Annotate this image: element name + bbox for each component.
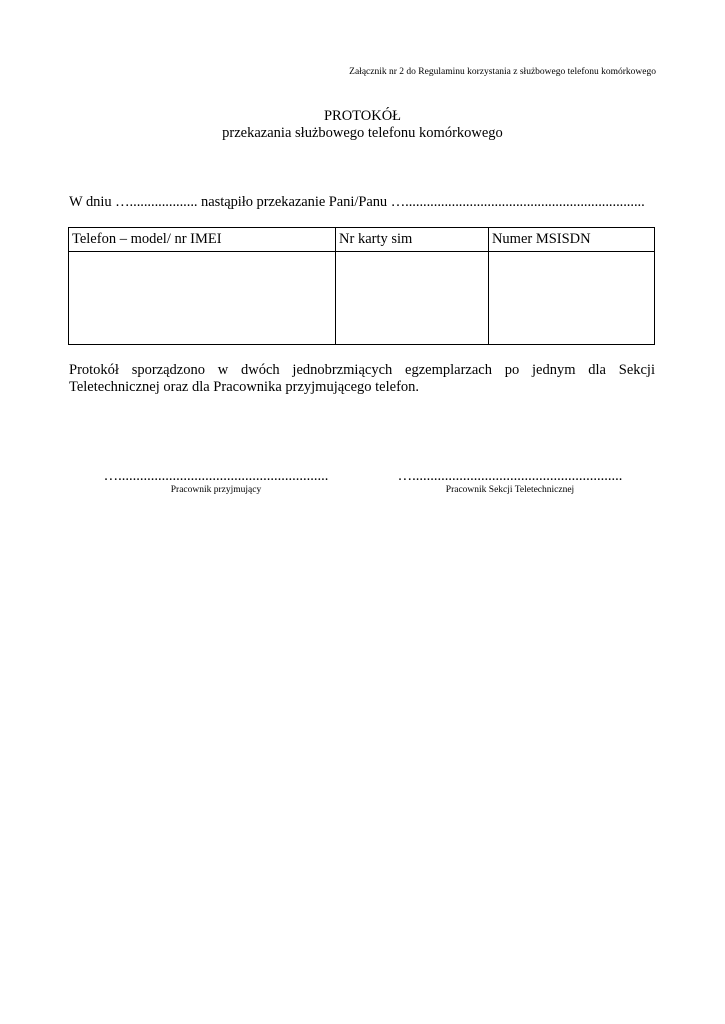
cell-phone-model-imei [69, 252, 336, 345]
signature-receiving-employee [100, 469, 332, 495]
handover-statement: W dniu …................... nastąpiło przekazanie Pani/Panu …................................................................... [69, 194, 645, 210]
column-header-phone-model-imei: Telefon – model/ nr IMEI [69, 228, 336, 252]
signature-teletech-employee [394, 469, 626, 495]
signature-line: ….......................................................... [103, 468, 329, 484]
annex-note: Załącznik nr 2 do Regulaminu korzystania z służbowego telefonu komórkowego [349, 67, 656, 77]
title-line-2: przekazania służbowego telefonu komórkowego [222, 125, 503, 141]
signature-line: ….......................................................... [397, 468, 623, 484]
title-line-1: PROTOKÓŁ [323, 108, 402, 124]
signature-label: Pracownik przyjmujący [170, 485, 262, 495]
cell-sim-number [336, 252, 489, 345]
cell-msisdn [488, 252, 654, 345]
column-header-sim-number: Nr karty sim [336, 228, 489, 252]
table-row [69, 252, 655, 345]
protocol-note: Protokół sporządzono w dwóch jednobrzmiących egzemplarzach po jednym dla Sekcji Teletechnicznej oraz dla Pracownika przyjmującego telefon. [69, 362, 655, 395]
device-table [68, 227, 655, 345]
document-title [0, 108, 725, 142]
table-header-row [69, 228, 655, 252]
signature-label: Pracownik Sekcji Teletechnicznej [445, 485, 575, 495]
column-header-msisdn: Numer MSISDN [488, 228, 654, 252]
